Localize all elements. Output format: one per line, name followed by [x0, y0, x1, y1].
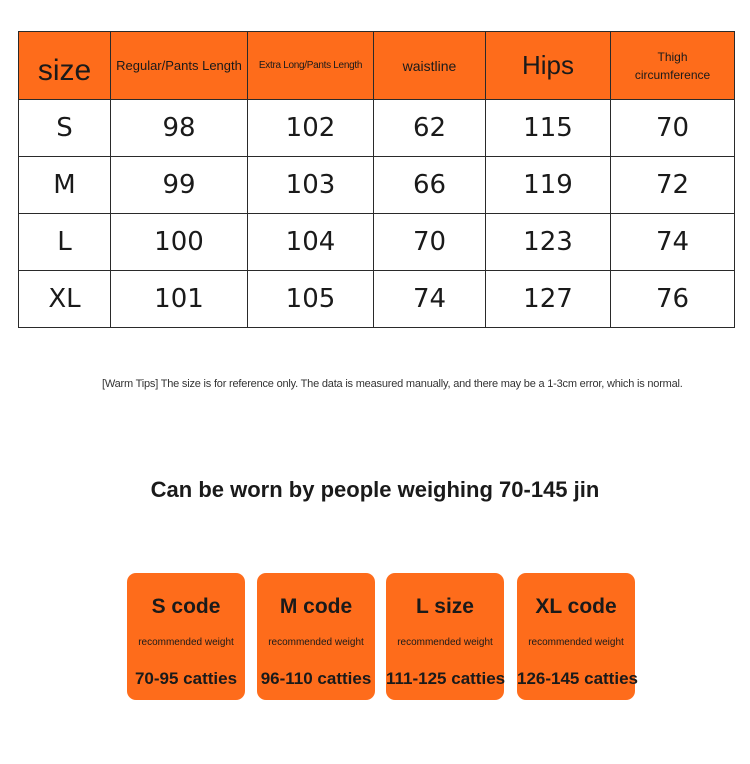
size-card-m: [257, 573, 375, 700]
card-subtitle: recommended weight: [397, 637, 493, 648]
card-subtitle: recommended weight: [528, 637, 624, 648]
card-subtitle: recommended weight: [138, 637, 234, 648]
cell-thigh: 70: [611, 100, 735, 157]
header-waistline: waistline: [374, 32, 486, 100]
cell-extra-long-length: 105: [248, 271, 374, 328]
cell-waistline: 66: [374, 157, 486, 214]
card-title: S code: [151, 595, 221, 618]
card-weight: 96-110 catties: [260, 669, 372, 688]
warm-tips-note: [Warm Tips] The size is for reference only. The data is measured manually, and there may be a 1-3cm error, which is normal.: [102, 378, 683, 390]
header-thigh-line1: Thigh: [657, 49, 688, 64]
cell-extra-long-length: 103: [248, 157, 374, 214]
table-header-row: [19, 32, 735, 100]
table-row: [19, 100, 735, 157]
cell-waistline: 74: [374, 271, 486, 328]
cell-hips: 115: [486, 100, 611, 157]
weight-range-headline: Can be worn by people weighing 70-145 jin: [150, 477, 600, 502]
cell-size: M: [19, 157, 111, 214]
card-subtitle: recommended weight: [268, 637, 364, 648]
size-chart-table: [18, 31, 735, 328]
cell-regular-length: 99: [111, 157, 248, 214]
cell-hips: 127: [486, 271, 611, 328]
size-card-s: [127, 573, 245, 700]
table-row: [19, 157, 735, 214]
cell-extra-long-length: 102: [248, 100, 374, 157]
cell-waistline: 70: [374, 214, 486, 271]
card-title: XL code: [535, 595, 617, 618]
cell-hips: 123: [486, 214, 611, 271]
header-extra-long-length: Extra Long/Pants Length: [248, 32, 374, 100]
cell-thigh: 76: [611, 271, 735, 328]
cell-regular-length: 101: [111, 271, 248, 328]
table-row: [19, 271, 735, 328]
cell-size: S: [19, 100, 111, 157]
cell-hips: 119: [486, 157, 611, 214]
header-hips: Hips: [486, 32, 611, 100]
cell-waistline: 62: [374, 100, 486, 157]
cell-regular-length: 98: [111, 100, 248, 157]
size-recommendation-cards: [0, 573, 750, 700]
card-weight: 126-145 catties: [517, 669, 638, 688]
size-card-l: [386, 573, 504, 700]
card-weight: 70-95 catties: [134, 669, 238, 688]
card-weight: 111-125 catties: [386, 669, 506, 688]
header-thigh-line2: circumference: [634, 67, 711, 82]
header-thigh-circumference: [611, 32, 735, 100]
cell-size: XL: [19, 271, 111, 328]
size-card-xl: [517, 573, 638, 700]
header-regular-length: Regular/Pants Length: [111, 32, 248, 100]
cell-extra-long-length: 104: [248, 214, 374, 271]
cell-thigh: 74: [611, 214, 735, 271]
cell-regular-length: 100: [111, 214, 248, 271]
card-title: M code: [279, 595, 353, 618]
cell-size: L: [19, 214, 111, 271]
header-size: size: [19, 32, 111, 100]
table-row: [19, 214, 735, 271]
cell-thigh: 72: [611, 157, 735, 214]
card-title: L size: [416, 595, 474, 618]
